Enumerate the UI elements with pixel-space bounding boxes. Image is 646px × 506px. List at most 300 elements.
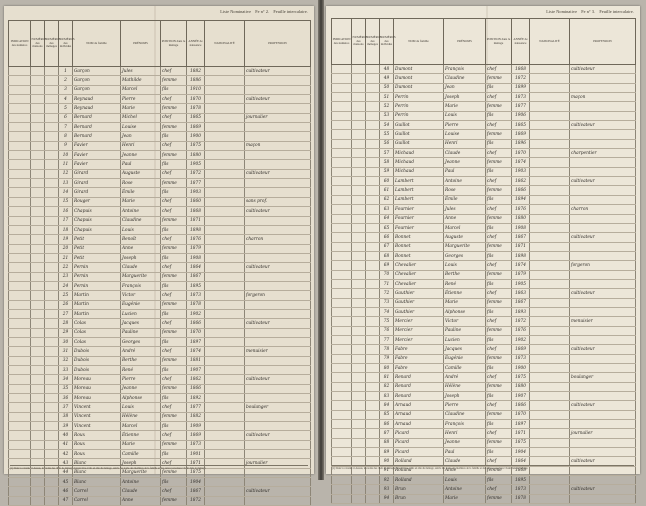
cell-profession: journalier: [570, 429, 636, 438]
cell-birth-year: 1867: [512, 298, 530, 307]
cell-surname: Bernard: [73, 132, 121, 141]
cell-firstname: Marcel: [444, 223, 486, 232]
cell-nationality: [530, 354, 570, 363]
cell-firstname: Paul: [444, 167, 486, 176]
cell-indication: [9, 85, 31, 94]
cell-surname: Michaud: [394, 158, 444, 167]
cell-surname: Brun: [394, 494, 444, 503]
cell-profession: [245, 450, 311, 459]
cell-firstname: Louis: [444, 261, 486, 270]
cell-position: fils: [161, 281, 187, 290]
cell-surname: Vincent: [73, 422, 121, 431]
cell-birth-year: 1886: [187, 76, 205, 85]
cell-household: [366, 195, 380, 204]
cell-individual-no: 46: [59, 487, 73, 496]
cell-birth-year: 1910: [187, 85, 205, 94]
cell-nationality: [530, 121, 570, 130]
cell-firstname: François: [444, 65, 486, 74]
cell-birth-year: 1869: [512, 130, 530, 139]
cell-house: [352, 429, 366, 438]
cell-position: femme: [161, 412, 187, 421]
cell-household: [45, 347, 59, 356]
cell-birth-year: 1904: [187, 478, 205, 487]
cell-household: [366, 401, 380, 410]
cell-position: chef: [161, 431, 187, 440]
cell-position: chef: [161, 169, 187, 178]
cell-house: [352, 251, 366, 260]
cell-firstname: André: [121, 347, 161, 356]
cell-position: femme: [486, 354, 512, 363]
cell-house: [352, 65, 366, 74]
cell-profession: [245, 160, 311, 169]
cell-individual-no: 20: [59, 244, 73, 253]
table-header-row: [9, 21, 311, 67]
cell-surname: Petit: [73, 235, 121, 244]
table-row: [332, 233, 636, 242]
column-header: NUMÉROS des ménages: [366, 19, 380, 65]
cell-nationality: [530, 102, 570, 111]
cell-household: [366, 223, 380, 232]
cell-position: femme: [161, 384, 187, 393]
cell-position: femme: [161, 328, 187, 337]
cell-house: [31, 309, 45, 318]
cell-nationality: [530, 130, 570, 139]
cell-surname: Dubois: [73, 366, 121, 375]
cell-position: chef: [486, 485, 512, 494]
cell-birth-year: 1876: [187, 235, 205, 244]
cell-surname: Martin: [73, 309, 121, 318]
cell-house: [352, 354, 366, 363]
cell-nationality: [530, 494, 570, 503]
cell-nationality: [205, 104, 245, 113]
cell-house: [31, 375, 45, 384]
cell-household: [366, 149, 380, 158]
cell-house: [352, 111, 366, 120]
cell-firstname: Hélène: [444, 382, 486, 391]
table-row: [9, 281, 311, 290]
cell-birth-year: 1880: [187, 151, 205, 160]
cell-profession: [570, 298, 636, 307]
cell-surname: Moreau: [73, 384, 121, 393]
cell-indication: [9, 319, 31, 328]
column-header: NUMÉROS des individus: [59, 21, 73, 67]
table-row: [9, 95, 311, 104]
cell-surname: Pernin: [73, 272, 121, 281]
cell-individual-no: 84: [380, 401, 394, 410]
cell-birth-year: 1892: [187, 394, 205, 403]
cell-position: femme: [486, 410, 512, 419]
table-row: [9, 235, 311, 244]
cell-nationality: [530, 177, 570, 186]
cell-individual-no: 75: [380, 317, 394, 326]
cell-indication: [9, 123, 31, 132]
table-row: [332, 307, 636, 316]
table-row: [332, 121, 636, 130]
cell-nationality: [205, 384, 245, 393]
cell-birth-year: 1870: [512, 149, 530, 158]
cell-position: fils: [486, 448, 512, 457]
cell-individual-no: 62: [380, 195, 394, 204]
cell-surname: Girard: [73, 179, 121, 188]
cell-house: [31, 431, 45, 440]
cell-nationality: [530, 205, 570, 214]
cell-surname: Michaud: [394, 167, 444, 176]
table-row: [332, 364, 636, 373]
cell-individual-no: 64: [380, 214, 394, 223]
cell-profession: cultivateur: [570, 345, 636, 354]
cell-surname: Perrin: [394, 111, 444, 120]
cell-indication: [332, 307, 352, 316]
cell-profession: [570, 335, 636, 344]
table-row: [9, 169, 311, 178]
cell-household: [45, 76, 59, 85]
cell-house: [31, 272, 45, 281]
cell-firstname: Émile: [444, 195, 486, 204]
cell-household: [45, 151, 59, 160]
cell-surname: Bernard: [73, 113, 121, 122]
cell-surname: Chapuis: [73, 216, 121, 225]
cell-profession: [570, 223, 636, 232]
cell-firstname: Jeanne: [121, 384, 161, 393]
cell-firstname: Henri: [444, 429, 486, 438]
cell-profession: cultivateur: [570, 289, 636, 298]
cell-birth-year: 1895: [512, 476, 530, 485]
cell-house: [352, 364, 366, 373]
table-row: [9, 384, 311, 393]
cell-birth-year: 1865: [187, 113, 205, 122]
cell-nationality: [530, 392, 570, 401]
table-row: [332, 251, 636, 260]
cell-nationality: [530, 270, 570, 279]
cell-surname: Petit: [73, 244, 121, 253]
cell-firstname: Pierre: [121, 95, 161, 104]
cell-position: chef: [486, 93, 512, 102]
cell-profession: [245, 478, 311, 487]
cell-indication: [9, 272, 31, 281]
cell-household: [45, 328, 59, 337]
cell-surname: Chapuis: [73, 207, 121, 216]
cell-indication: [332, 485, 352, 494]
cell-firstname: Jacques: [121, 319, 161, 328]
cell-house: [31, 281, 45, 290]
cell-household: [366, 121, 380, 130]
cell-indication: [332, 93, 352, 102]
cell-profession: charron: [245, 235, 311, 244]
cell-birth-year: 1875: [187, 468, 205, 477]
cell-surname: Martin: [73, 291, 121, 300]
cell-nationality: [205, 496, 245, 505]
table-row: [332, 279, 636, 288]
table-row: [9, 272, 311, 281]
cell-house: [352, 448, 366, 457]
cell-birth-year: 1908: [512, 223, 530, 232]
cell-position: fils: [161, 366, 187, 375]
column-header: PRÉNOMS: [121, 21, 161, 67]
cell-birth-year: 1878: [512, 494, 530, 503]
cell-firstname: Henri: [121, 141, 161, 150]
cell-house: [352, 335, 366, 344]
table-row: [332, 111, 636, 120]
cell-indication: [332, 83, 352, 92]
cell-profession: [245, 281, 311, 290]
column-header: POSITION dans le ménage: [486, 19, 512, 65]
cell-house: [352, 102, 366, 111]
cell-position: chef: [161, 141, 187, 150]
cell-indication: [9, 151, 31, 160]
cell-household: [45, 85, 59, 94]
page-gutter: [318, 0, 324, 480]
cell-indication: [9, 394, 31, 403]
cell-indication: [332, 354, 352, 363]
sheet-header: [543, 9, 634, 14]
cell-profession: [570, 476, 636, 485]
cell-house: [31, 85, 45, 94]
cell-surname: Pernin: [73, 281, 121, 290]
cell-firstname: Pierre: [444, 121, 486, 130]
cell-household: [45, 67, 59, 76]
column-header: NUMÉROS des ménages: [45, 21, 59, 67]
cell-individual-no: 37: [59, 403, 73, 412]
cell-firstname: Jacques: [444, 345, 486, 354]
cell-profession: [570, 167, 636, 176]
cell-indication: [332, 121, 352, 130]
cell-surname: Rouger: [73, 197, 121, 206]
cell-firstname: Claude: [444, 457, 486, 466]
cell-position: fils: [161, 132, 187, 141]
cell-house: [352, 261, 366, 270]
cell-surname: Chevalier: [394, 279, 444, 288]
cell-position: fils: [161, 85, 187, 94]
cell-birth-year: 1903: [187, 188, 205, 197]
cell-individual-no: 59: [380, 167, 394, 176]
cell-individual-no: 6: [59, 113, 73, 122]
cell-firstname: Antoine: [444, 177, 486, 186]
cell-position: femme: [486, 298, 512, 307]
cell-household: [45, 478, 59, 487]
cell-household: [366, 242, 380, 251]
cell-surname: Mercier: [394, 317, 444, 326]
cell-firstname: Joseph: [121, 253, 161, 262]
cell-household: [366, 102, 380, 111]
cell-household: [45, 440, 59, 449]
cell-household: [366, 476, 380, 485]
cell-indication: [332, 448, 352, 457]
cell-household: [45, 225, 59, 234]
cell-individual-no: 66: [380, 233, 394, 242]
cell-nationality: [205, 253, 245, 262]
sheet-number: Fe n° 2.: [255, 9, 270, 14]
cell-nationality: [205, 76, 245, 85]
cell-house: [352, 149, 366, 158]
cell-profession: [245, 394, 311, 403]
table-row: [332, 345, 636, 354]
cell-individual-no: 88: [380, 438, 394, 447]
cell-indication: [332, 177, 352, 186]
table-row: [9, 132, 311, 141]
cell-surname: Favier: [73, 151, 121, 160]
cell-position: chef: [486, 457, 512, 466]
cell-indication: [332, 289, 352, 298]
table-row: [332, 186, 636, 195]
cell-position: femme: [486, 158, 512, 167]
cell-individual-no: 29: [59, 328, 73, 337]
cell-household: [366, 335, 380, 344]
table-row: [9, 104, 311, 113]
table-row: [332, 270, 636, 279]
cell-profession: [245, 440, 311, 449]
cell-house: [352, 345, 366, 354]
cell-individual-no: 91: [380, 466, 394, 475]
cell-nationality: [530, 307, 570, 316]
cell-position: chef: [486, 289, 512, 298]
cell-firstname: Claudine: [444, 74, 486, 83]
cell-household: [366, 214, 380, 223]
cell-profession: cultivateur: [245, 319, 311, 328]
cell-firstname: Jean: [121, 132, 161, 141]
table-row: [332, 261, 636, 270]
cell-surname: Fabre: [394, 354, 444, 363]
cell-firstname: Antoine: [121, 478, 161, 487]
cell-individual-no: 27: [59, 309, 73, 318]
table-row: [9, 347, 311, 356]
cell-surname: Lambert: [394, 186, 444, 195]
table-row: [9, 422, 311, 431]
cell-firstname: Alphonse: [121, 394, 161, 403]
cell-household: [45, 496, 59, 505]
cell-household: [366, 307, 380, 316]
cell-indication: [332, 401, 352, 410]
cell-nationality: [205, 375, 245, 384]
cell-household: [366, 420, 380, 429]
cell-nationality: [205, 328, 245, 337]
cell-birth-year: 1867: [512, 233, 530, 242]
sheet-side: Feuille intercalaire.: [273, 9, 308, 14]
cell-house: [31, 179, 45, 188]
cell-household: [366, 317, 380, 326]
cell-individual-no: 38: [59, 412, 73, 421]
sheet-header: [217, 9, 308, 14]
cell-position: chef: [161, 263, 187, 272]
cell-nationality: [530, 345, 570, 354]
cell-birth-year: 1902: [512, 335, 530, 344]
cell-firstname: Marie: [444, 298, 486, 307]
table-row: [332, 326, 636, 335]
cell-house: [352, 158, 366, 167]
cell-individual-no: 16: [59, 207, 73, 216]
cell-birth-year: 1872: [187, 169, 205, 178]
cell-nationality: [530, 242, 570, 251]
cell-position: fils: [486, 420, 512, 429]
cell-indication: [332, 74, 352, 83]
cell-nationality: [205, 95, 245, 104]
cell-nationality: [530, 401, 570, 410]
cell-position: chef: [486, 429, 512, 438]
cell-surname: Rolland: [394, 457, 444, 466]
cell-profession: [245, 151, 311, 160]
cell-individual-no: 2: [59, 76, 73, 85]
cell-firstname: Marie: [121, 440, 161, 449]
cell-profession: cultivateur: [245, 67, 311, 76]
cell-surname: Colas: [73, 337, 121, 346]
cell-individual-no: 41: [59, 440, 73, 449]
cell-household: [45, 300, 59, 309]
cell-surname: Mercier: [394, 326, 444, 335]
cell-profession: cultivateur: [245, 263, 311, 272]
cell-indication: [332, 335, 352, 344]
cell-household: [45, 235, 59, 244]
cell-birth-year: 1893: [512, 307, 530, 316]
cell-birth-year: 1863: [512, 289, 530, 298]
cell-firstname: Louise: [121, 123, 161, 132]
cell-household: [45, 319, 59, 328]
cell-position: chef: [486, 373, 512, 382]
cell-profession: cultivateur: [245, 375, 311, 384]
cell-individual-no: 26: [59, 300, 73, 309]
cell-profession: cultivateur: [245, 95, 311, 104]
cell-birth-year: 1870: [512, 410, 530, 419]
cell-position: chef: [486, 177, 512, 186]
cell-household: [366, 93, 380, 102]
table-row: [9, 487, 311, 496]
cell-household: [45, 431, 59, 440]
cell-nationality: [530, 279, 570, 288]
cell-household: [366, 186, 380, 195]
cell-indication: [332, 438, 352, 447]
cell-position: fils: [486, 139, 512, 148]
table-row: [332, 485, 636, 494]
cell-profession: [245, 412, 311, 421]
cell-firstname: Marcel: [121, 422, 161, 431]
cell-position: femme: [161, 356, 187, 365]
cell-house: [31, 384, 45, 393]
cell-house: [31, 422, 45, 431]
table-row: [332, 392, 636, 401]
cell-nationality: [530, 410, 570, 419]
table-row: [9, 478, 311, 487]
table-row: [332, 448, 636, 457]
cell-house: [31, 487, 45, 496]
table-row: [9, 440, 311, 449]
cell-household: [45, 207, 59, 216]
cell-position: fils: [161, 188, 187, 197]
cell-birth-year: 1903: [512, 167, 530, 176]
cell-household: [366, 158, 380, 167]
cell-surname: Arnaud: [394, 401, 444, 410]
cell-birth-year: 1874: [512, 158, 530, 167]
cell-position: chef: [161, 459, 187, 468]
cell-position: chef: [486, 233, 512, 242]
cell-nationality: [530, 429, 570, 438]
cell-birth-year: 1896: [512, 139, 530, 148]
cell-nationality: [205, 347, 245, 356]
cell-indication: [9, 403, 31, 412]
cell-position: femme: [486, 466, 512, 475]
cell-household: [366, 364, 380, 373]
table-row: [9, 403, 311, 412]
table-row: [9, 431, 311, 440]
cell-individual-no: 81: [380, 373, 394, 382]
cell-birth-year: 1873: [512, 93, 530, 102]
cell-individual-no: 45: [59, 478, 73, 487]
table-row: [9, 291, 311, 300]
cell-household: [366, 392, 380, 401]
cell-individual-no: 10: [59, 151, 73, 160]
cell-house: [31, 188, 45, 197]
cell-surname: Blanc: [73, 459, 121, 468]
cell-nationality: [205, 244, 245, 253]
cell-profession: [570, 420, 636, 429]
cell-house: [31, 291, 45, 300]
